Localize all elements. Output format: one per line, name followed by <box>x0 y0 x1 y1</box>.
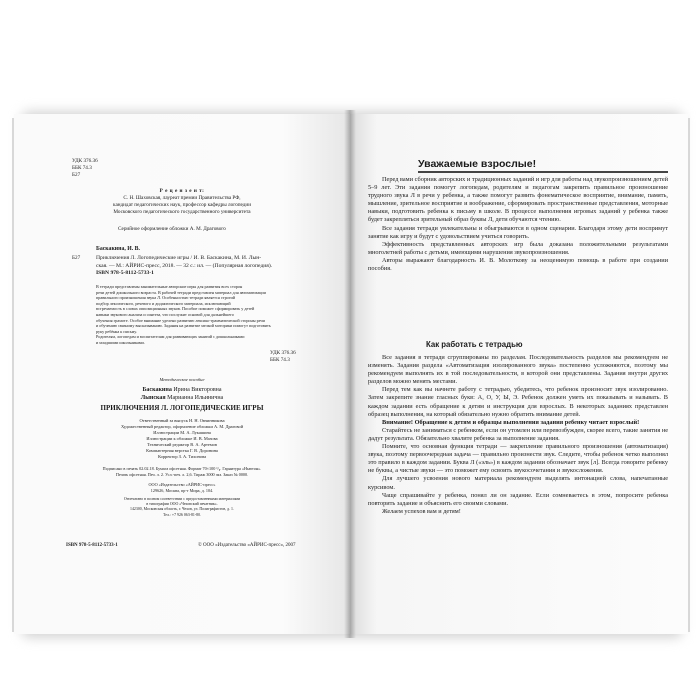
annotation-line: и обучению связному высказыванию. Задания на развитие мелкой моторики помогут подготовить <box>96 323 271 329</box>
series-label: Методическое пособие <box>159 377 205 382</box>
copyright-footer: © ООО «Издательство «АЙРИС-пресс», 2007 <box>198 543 296 548</box>
intro-paragraph: Авторы выражают благодарность И. В. Молоткову за неоценимую помощь в работе при создании пособия. <box>368 256 668 273</box>
heading-how-to-work: Как работать с тетрадью <box>426 340 523 349</box>
workbook-section <box>368 354 668 516</box>
annotation-line: навыки звукового анализа и синтеза, что послужит основой для дальнейшего <box>96 311 234 317</box>
udk-right-block <box>270 350 296 364</box>
author-1 <box>14 386 350 394</box>
annotation-line: руку ребёнка к письму. <box>96 328 138 334</box>
print-info-line: Подписано в печать 02.02.18. Бумага офсетная. Формат 70×100 ¹/₈. Гарнитура «Ньютон». <box>102 466 262 471</box>
print-info-line: Печать офсетная. Печ. л. 2. Усл.-печ. л. 2,6. Тираж 3000 экз. Заказ № 0000. <box>115 471 249 477</box>
left-page <box>14 114 350 634</box>
advice-paragraph: Помните, что основная функция тетради — закрепление правильного произношения (автоматизация) звука, поэтому первоочередная задача — правильно произнести звук. Следите, чтобы ребенок четко выполнял это правило в каждом задании. Буква Л («эль») в каждом задании обозначает звук [л]. Всегда говорите ребенку не буквы, а чистые звуки — это поможет ему освоить звукосочетания и звукосложения. <box>368 443 668 475</box>
biblio-line: ская. — М.: АЙРИС-пресс, 2018. — 32 с.: ил. — (Популярная логопедия). <box>96 262 273 269</box>
closing-wish: Желаем успехов вам и детям! <box>382 507 461 515</box>
author-2 <box>14 394 350 402</box>
annotation-line: подбор лексического, речевого и дидактического материала, исключающий <box>96 300 231 306</box>
workbook-paragraph: Перед тем как вы начнете работу с тетрадью, убедитесь, что ребенок произносит звук изолированно. Затем закрепите знание гласных букв: А, О, У, Ы, Э. Ребенок должен уметь их показывать и называть. В каждом задании есть обращение к детям и инструкция для взрослых. В некоторых заданиях представлен образец выполнения, на который обязательно нужно обратить внимание детей. <box>368 386 668 418</box>
credit-line: Корректор З. А. Тихонова <box>157 454 207 459</box>
bbk-line: ББК 74.3 <box>72 165 92 171</box>
advice-paragraph: Чаще спрашивайте у ребенка, понял ли он задание. Если сомневаетесь в этом, попросите ребенка повторить задание и объяснить его своими словами. <box>368 491 668 507</box>
annotation-line: обучения грамоте. Особое внимание уделено развитию лексико-грамматической стороны речи <box>96 317 265 323</box>
book-title: ПРИКЛЮЧЕНИЯ Л. ЛОГОПЕДИЧЕСКИЕ ИГРЫ <box>100 404 264 412</box>
advice-paragraph: Старайтесь не заниматься с ребенком, если он утомлен или перевозбужден, скорее всего, такие занятия не дадут результата. Обязательно хвалите ребенка за выполнение задания. <box>368 426 668 442</box>
author-2-name: Марианна Ильинична <box>167 395 224 401</box>
biblio-description <box>96 255 272 278</box>
isbn-footer: ISBN 978-5-8112-5733-1 <box>66 543 118 548</box>
isbn-line: ISBN 978-5-8112-5733-1 <box>96 270 154 277</box>
cover-design-credit: Серийное оформление обложки А. М. Драгового <box>118 226 226 232</box>
udk-right-line: УДК 376.36 <box>270 350 296 356</box>
intro-paragraph: Перед вами сборник авторских и традиционных заданий и игр для работы над звукопроизношением детей 5–9 лет. Эти задания помогут логопедам, родителям и педагогам закрепить правильное произношение трудного звука Л в речи у ребенка, а также помогут развить фонематическое восприятие, внимание, память, мышление, зрительное восприятие и воображение, сформировать пространственные представления, моторные навыки, подготовить ребенка к письму в школе. В процессе выполнения игровых заданий у ребенка также будет закрепляться зрительный образ буквы Л, дети обучаются чтению. <box>368 176 668 224</box>
printer-line: Отпечатано в полном соответствии с предоставленными материалами <box>123 497 241 501</box>
biblio-line: Приключения Л. Логопедические игры / И. В. Баскакина, М. И. Лын- <box>96 255 262 261</box>
credit-line: Иллюстрации М. А. Лукашина <box>153 430 211 435</box>
annotation-line: речи детей дошкольного возраста. В рабочей тетради представлен материал для автоматизации <box>96 289 266 295</box>
annotation-line: встречаемость в словах оппозиционных звуков. Пособие поможет сформировать у детей <box>96 306 255 312</box>
credits-block <box>14 418 350 460</box>
reviewer-line: кандидат педагогических наук, профессор кафедры логопедии <box>113 202 251 208</box>
publisher-line: 129626, Москва, пр-т Мира, д. 104. <box>150 487 214 493</box>
publisher-info <box>14 482 350 493</box>
printer-line: в типографии ООО «Чеховский печатник». <box>146 502 218 507</box>
credit-line: Компьютерная верстка Г. В. Доронина <box>146 448 218 453</box>
bbk-right-line: ББК 74.3 <box>270 357 290 363</box>
attention-note: Внимание! Обращение к детям и образцы выполнения задания ребенку читает взрослый! <box>382 418 640 426</box>
heading-rule <box>418 171 668 173</box>
author-1-surname: Баскакина <box>142 387 172 393</box>
authors-block <box>14 386 350 402</box>
intro-section <box>368 176 668 273</box>
open-book <box>8 88 692 628</box>
biblio-author: Баскакина, И. В. <box>96 246 140 252</box>
annotation-line: и младшими школьниками. <box>96 339 145 345</box>
reviewer-line: Московского педагогического государственного университета <box>113 209 251 215</box>
heading-dear-adults: Уважаемые взрослые! <box>418 158 537 170</box>
reviewers-title: Р е ц е н з е н т: <box>159 188 205 194</box>
intro-paragraph: Эффективность представленных авторских игр была доказана положительными результатами многолетней работы с детьми, имеющими нарушения звукопроизношения. <box>368 240 668 256</box>
annotation-line: Родителям, логопедам и воспитателям для развивающих занятий с дошкольниками <box>96 334 245 340</box>
annotation-line: В тетради представлены занимательные авторские игры для развития всех сторон <box>96 284 243 289</box>
author-2-surname: Лынская <box>140 395 166 401</box>
printer-line: Тел.: +7 926 063-81-80. <box>162 512 202 517</box>
print-info <box>14 466 350 477</box>
advice-paragraph: Для лучшего усвоения нового материала рекомендуем выделять интонацией слова, напечатанные курсивом. <box>368 475 668 491</box>
code-line: Б27 <box>72 172 81 178</box>
intro-paragraph: Все задания тетради увлекательны и обыгрываются в одном сценарии. Благодаря этому дети воспримут занятие как игру и будут с удовольствием учиться говорить. <box>368 224 668 240</box>
credit-line: Ответственный за выпуск Н. Н. Овчинникова <box>139 418 225 423</box>
credit-line: Иллюстрации к обложке И. В. Мазова <box>146 436 218 441</box>
author-1-name: Ирина Викторовна <box>173 387 222 393</box>
udk-line: УДК 376.36 <box>72 158 98 164</box>
workbook-paragraph: Все задания в тетради сгруппированы по разделам. Последовательность разделов мы рекомендуем не изменять. Задания раздела «Автоматизация изолированного звука» постепенно усложняются, поэтому мы рекомендуем выполнять их в той последовательности, в которой они представлены. Задания внутри других разделов можно менять местами. <box>368 354 668 386</box>
credit-line: Художественный редактор, оформление обложки А. М. Драговой <box>120 424 244 429</box>
printer-info <box>14 497 350 518</box>
book-gutter <box>344 110 356 638</box>
biblio-code: Б27 <box>72 255 81 261</box>
right-page <box>350 114 688 634</box>
annotation-line: правильного произношения звука Л. Особенностью тетради является строгий <box>96 295 235 301</box>
printer-line: 142300, Московская область, г. Чехов, ул. Полиграфистов, д. 1. <box>130 507 234 512</box>
reviewer-line: С. Н. Шаховская, лауреат премии Правительства РФ, <box>123 195 241 201</box>
publisher-line: ООО «Издательство «АЙРИС-пресс» <box>148 482 216 487</box>
credit-line: Технический редактор В. А. Артемов <box>147 442 217 447</box>
annotation <box>96 284 324 346</box>
udk-block <box>72 158 98 179</box>
reviewers-block <box>14 188 350 216</box>
